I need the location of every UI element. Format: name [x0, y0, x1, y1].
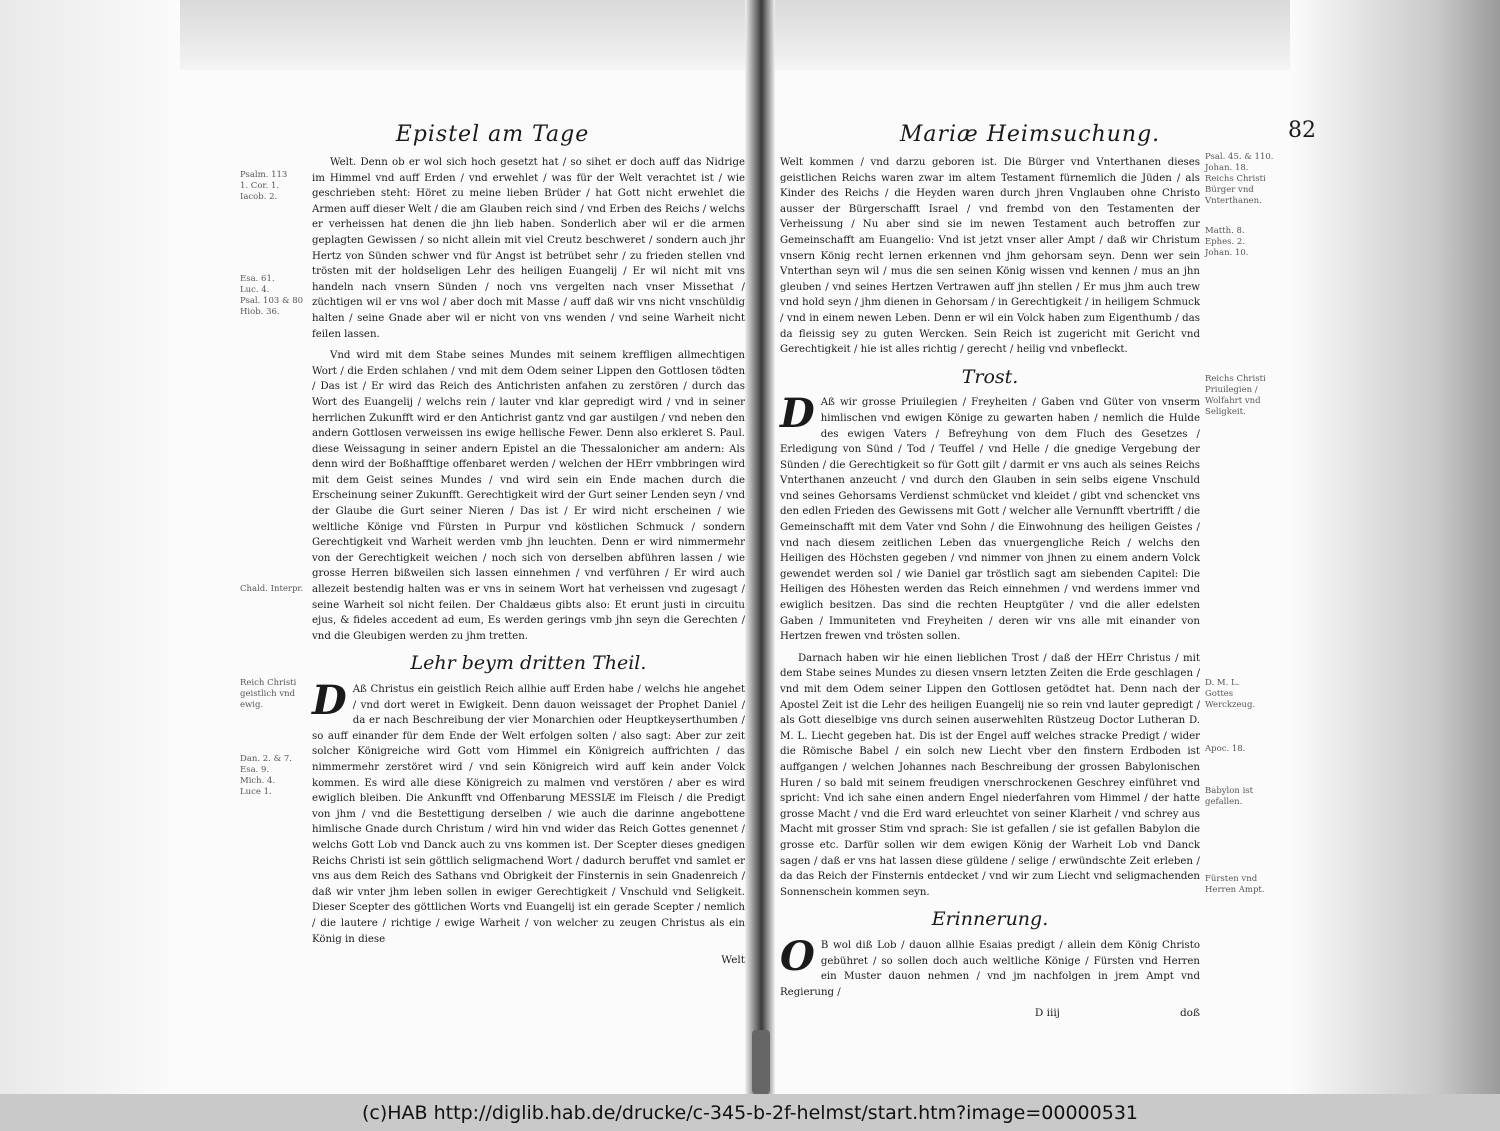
margin-ref: Esa. 9. — [240, 765, 270, 775]
margin-ref: Psalm. 113 — [240, 170, 288, 180]
margin-ref: Chald. Interpr. — [240, 584, 304, 594]
body-paragraph — [780, 390, 1200, 645]
margin-note — [240, 678, 310, 711]
body-paragraph — [780, 932, 1200, 1000]
margin-note — [1205, 678, 1275, 711]
margin-note — [1205, 226, 1275, 259]
margin-note — [1205, 786, 1275, 808]
margin-ref: Matth. 8. — [1205, 226, 1245, 236]
body-paragraph: Darnach haben wir hie einen lieblichen Trost / daß der HErr Christus / mit dem Stabe seines Mundes zu diesen vnsern letzten Zeiten die Erde geschlagen / vnd mit dem Odem seiner Lippen den Gottlosen getödtet hat. Denn nach der Apostel Zeit ist die Lehr des heiligen Euangelij nie so rein vnd lauter gepredigt / als Gott dieselbige vns durch seinen auserwehlten Rüstzeug Doctor Lutheran D. M. L. Liecht gegeben hat. Dis ist der Engel auff welches stracke Predigt / wider die Römische Babel / ein solch new Liecht vber den finstern Erdboden ist auffgangen / welchen Johannes nach Beschreibung der grossen Babylonischen Huren / so bald mit seinem freudigen vnerschrockenen Geschrey einführet vnd spricht: Vnd ich sahe einen andern Engel niederfahren vom Himmel / der hatte grosse Macht / vnd die Erd ward erleuchtet von seiner Klarheit / vnd schrey aus Macht mit grosser Stim vnd sprach: Sie ist gefallen / sie ist gefallen Babylon die grosse etc. Darfür sollen wir dem ewigen König der Warheit Lob vnd Danck sagen / daß er vns hat lassen diese güldene / selige / erwündschte Zeit erleben / da das Reich der Finsternis entdecket / vnd wir zum Liecht vnd seligmachenden Sonnenschein kommen seyn. — [780, 652, 1200, 898]
body-paragraph: Welt. Denn ob er wol sich hoch gesetzt hat / so sihet er doch auff das Nidrige im Himmel vnd auff Erden / vnd erwehlet / was für der Welt verachtet ist / wie geschrieben steht: Höret zu meine lieben Brüder / hat Gott nicht erwehlet die Armen auff dieser Welt / die am Glauben reich sind / vnd Erben des Reichs / welchs er verheissen hat denen die jhn lieb haben. Sonderlich aber wil er die armen geplagten Gewissen / so nicht allein mit viel Creutz beschweret / sondern auch jhr Hertz von Sünden schwer vnd für Angst ist betrübet sehr / zu frieden stellen vnd trösten mit der holdseligen Lehr des heiligen Euangelij / Er wil nicht mit vns handeln nach vnsern Sünden / noch vns vergelten nach vnser Missethat / züchtigen wil er vns wol / aber doch mit Masse / auff daß wir vns nicht vnschüldig halten / seine Gnade aber wil er nicht von vns wenden / vnd seine Warheit nicht feilen lassen. — [312, 157, 745, 340]
margin-note — [1205, 152, 1275, 207]
catchword-row — [780, 1006, 1200, 1022]
margin-ref: Reichs Christi Priuilegien / Wolfahrt vnd Seligkeit. — [1205, 374, 1266, 417]
margin-ref: Dan. 2. & 7. — [240, 754, 292, 764]
copyright-bar — [0, 1094, 1500, 1131]
catchword: Welt — [721, 954, 745, 967]
signature-mark: D iiij — [1034, 1007, 1060, 1020]
margin-ref: Babylon ist gefallen. — [1205, 786, 1254, 807]
margin-ref: Reichs Christi Bürger vnd Vnterthanen. — [1205, 174, 1266, 206]
margin-ref: Mich. 4. — [240, 776, 276, 786]
catchword: doß — [1179, 1007, 1200, 1020]
margin-ref: Hiob. 36. — [240, 307, 280, 317]
margin-note — [240, 754, 310, 798]
margin-ref: Johan. 10. — [1205, 248, 1249, 258]
margin-ref: Fürsten vnd Herren Ampt. — [1205, 874, 1265, 895]
margin-ref: Luce 1. — [240, 787, 272, 797]
margin-ref: Psal. 103 & 80 — [240, 296, 304, 306]
margin-note — [240, 170, 310, 203]
margin-ref: Apoc. 18. — [1205, 744, 1246, 754]
margin-ref: Reich Christi geistlich vnd ewig. — [240, 678, 297, 710]
left-page — [240, 118, 745, 969]
margin-ref: Johan. 18. — [1205, 163, 1249, 173]
margin-note — [1205, 874, 1275, 896]
margin-note — [1205, 744, 1275, 755]
left-running-head: Epistel am Tage — [395, 122, 590, 147]
body-paragraph: Vnd wird mit dem Stabe seines Mundes mit seinem kreffligen allmechtigen Wort / die Erden schlahen / vnd mit dem Odem seiner Lippen den Gottlosen tödten / Das ist / Er wird das Reich des Antichristen anfahen zu zerstören / durch das Wort des Euangelij / welchs rein / lauter vnd klar gepredigt wird / vnd in seiner herrlichen Zukunfft wird er den Antichrist gantz vnd gar austilgen / vnd neben den andern Gottlosen verweissen ins ewige hellische Fewer. Denn also erkleret S. Paul. diese Weissagung in seiner andern Epistel an die Thessalonicher am andern: Als denn wird der Boßhafftige offenbaret werden / welchen der HErr vmbbringen wird mit dem Geist seines Mundes / vnd wird sein ein Ende machen durch die Erscheinung seiner Zukunfft. Gerechtigkeit wird der Gurt seiner Lenden seyn / vnd der Glaube die Gurt seiner Nieren / Das ist / Er wird nicht erscheinen / wie weltliche Könige vnd Fürsten in Purpur vnd köstlichen Schmuck / sondern Gerechtigkeit vnd Warheit werden vmb jhn leuchten. Denn er wird nimmermehr von der Gerechtigkeit weichen / noch sich von derselben abführen lassen / wie grosse Herren bißweilen sich lassen einnehmen / vnd verführen / Er wird auch allezeit bestendig halten was er vns in seinem Wort hat verheissen vnd zugesagt / seine Warheit sol nicht feilen. Der Chaldæus gibts also: Et erunt justi in circuitu ejus, & fideles accedent ad eum, Es werden gerings vmb jhn seyn die Gerechten / vnd die Gleubigen werden zu jhm tretten. — [312, 350, 745, 642]
right-body — [780, 155, 1200, 1022]
body-paragraph: Welt kommen / vnd darzu geboren ist. Die Bürger vnd Vnterthanen dieses geistlichen Reichs waren zwar im altem Testament fürnemlich die Jüden / als Kinder des Reichs / die Heyden waren durch jhren Vnglauben ohne Christo ausser der Bürgerschafft Israel / vnd frembd von den Testamenten der Verheissung / Nu aber sind sie im newen Testament auch betroffen zur Gemeinschafft am Euangelio: Vnd ist jetzt vnser aller Ampt / daß wir Christum vnsern König recht lernen erkennen vnd jhm gehorsam seyn. Denn wer sein Vnterthan seyn wil / mus die sen seinen König wissen vnd kennen / mus an jhn gleuben / vnd seines Hertzen Vertrawen auff jhn stellen / Er mus jhm auch trew vnd hold seyn / jhm dienen in Gehorsam / in Gerechtigkeit / in heiligem Schmuck / vnd in einem newen Leben. Denn er wil ein Volck haben zum Eigenthumb / das da fleissig sey zu guten Wercken. Sein Reich ist zugericht mit Gericht vnd Gerechtigkeit / hie ist alles richtig / gerecht / heilig vnd vnbefleckt. — [780, 157, 1200, 356]
margin-note — [240, 584, 310, 595]
margin-ref: Ephes. 2. — [1205, 237, 1246, 247]
decorated-initial: D — [780, 390, 815, 438]
margin-ref: Gottes Werckzeug. — [1205, 689, 1256, 710]
margin-ref: Esa. 61. — [240, 274, 275, 284]
book-clamp — [752, 1030, 770, 1094]
margin-ref: 1. Cor. 1. — [240, 181, 280, 191]
right-page — [780, 118, 1316, 1022]
margin-ref: D. M. L. — [1205, 678, 1240, 688]
paragraph-text: Aß Christus ein geistlich Reich allhie auff Erden habe / welchs hie angehet / vnd dort weret in Ewigkeit. Denn dauon weissaget der Prophet Daniel / da er nach Beschreibung der vier Monarchien oder Heuptkeyserthumben / so auff einander für dem Ende der Welt erfolgen solten / also sagt: Aber zur zeit solcher Königreiche wird Gott vom Himmel ein Königreich auffrichten / das nimmermehr zerstöret wird / vnd sein Königreich wird auff kein ander Volck kommen. Es wird alle diese Königreich zu malmen vnd verstören / aber es wird ewiglich bleiben. Die Ankunfft vnd Offenbarung MESSIÆ im Fleisch / die Predigt von jhm / vnd die Bestettigung derselben / wie auch die darinne angebottene himlische Gnade durch Christum / wird hin vnd wider das Reich Gottes genennet / welchs Gott Lob vnd Danck auch zu vns kommen ist. Der Scepter dieses gnedigen Reichs Christi ist sein göttlich seligmachend Wort / dadurch beruffet vnd samlet er vns aus dem Reich des Sathans vnd Obrigkeit der Finsternis in sein Gnadenreich / daß wir vnter jhm leben sollen in ewiger Gerechtigkeit / Vnschuld vnd Seligkeit. Dieser Scepter des göttlichen Worts vnd Euangelij ist ein gerade Scepter / nemlich / die lautere / richtige / ewige Warheit / von welcher zu zeugen Christus als ein König in diese — [312, 684, 745, 945]
decorated-initial: D — [312, 677, 347, 724]
body-paragraph — [312, 677, 745, 947]
margin-note — [240, 274, 310, 318]
paragraph-text: Aß wir grosse Priuilegien / Freyheiten / Gaben vnd Güter von vnserm himlischen vnd ewigen Könige zu gewarten haben / nemlich die Hulde des ewigen Vaters / Befreyhung von dem Fluch des Gesetzes / Erledigung von Sünd / Tod / Teuffel / vnd Helle / die gnedige Vergebung der Sünden / die Gerechtigkeit so für Gott gilt / darmit er vns auch als seines Reichs Vnterthanen anzeucht / vnd durch den Glauben in sein selbs eigene Vnschuld vnd seines Gehorsams Verdienst schmücket vnd kleidet / gibt vnd schencket vns den edlen Frieden des Gewissens mit Gott / welcher alle Vernunfft vbertrifft / die Gemeinschafft mit dem Vater vnd Sohn / die Einwohnung des heiligen Geistes / vnd nach diesem zeitlichen Leben das vnuergengliche Reich / welchs den Heiligen des Höchsten gegeben / vnd nimmer von jhnen zu einem andern Volck gewendet werden sol / wie Daniel gar tröstlich sagt am siebenden Capitel: Die Heiligen des Höhesten werden das Reich einnehmen / vnd werdens immer vnd ewiglich besitzen. Das sind die rechten Heuptgüter / vnd die aller edelsten Gaben / Immuniteten vnd Freyheiten / deren wir vns alle mit einander von Hertzen frewen vnd trösten sollen. — [780, 397, 1200, 643]
section-heading-lehr: Lehr beym dritten Theil. — [410, 652, 647, 675]
decorated-initial: O — [780, 932, 815, 980]
margin-ref: Iacob. 2. — [240, 192, 278, 202]
margin-ref: Luc. 4. — [240, 285, 270, 295]
right-running-head: Mariæ Heimsuchung. — [899, 122, 1161, 147]
paragraph-text: B wol diß Lob / dauon allhie Esaias predigt / allein dem König Christo gebühret / so sollen doch auch weltliche Könige / Fürsten vnd Herren ein Muster dauon nehmen / vnd jm nachfolgen in jrem Ampt vnd Regierung / — [780, 939, 1200, 998]
margin-note — [1205, 374, 1275, 418]
section-heading-erinnerung: Erinnerung. — [931, 908, 1049, 931]
page-stack-edge — [1290, 0, 1500, 1094]
left-body — [312, 155, 745, 969]
margin-ref: Psal. 45. & 110. — [1205, 152, 1274, 162]
book-gutter — [745, 0, 775, 1094]
page-number: 82 — [1288, 118, 1316, 143]
catchword-row — [312, 953, 745, 969]
copyright-text: (c)HAB http://diglib.hab.de/drucke/c-345-b-2f-helmst/start.htm?image=00000531 — [362, 1101, 1138, 1124]
section-heading-trost: Trost. — [961, 365, 1019, 388]
scan-edge-left — [0, 0, 180, 1094]
